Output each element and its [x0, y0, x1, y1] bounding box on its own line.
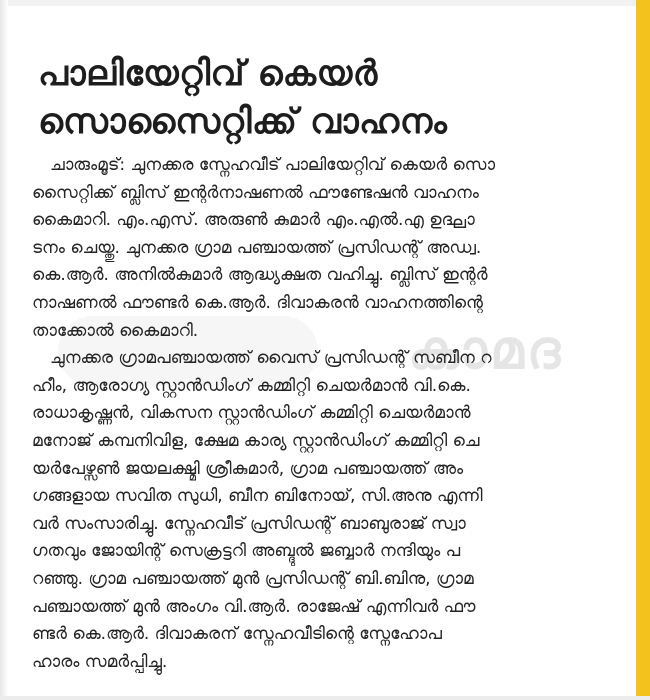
- body-line: നാഷണൽ ഫൗണ്ടർ കെ.ആർ. ദിവാകരൻ വാഹനത്തിന്റെ: [32, 292, 483, 313]
- body-line: ഹീം, ആരോഗ്യ സ്റ്റാൻഡിംഗ് കമ്മിറ്റി ചെയർമാൻ വി.കെ.: [32, 375, 471, 396]
- body-line: താക്കോൽ കൈമാറി.: [32, 320, 199, 341]
- body-line: ഗതവും ജോയിന്റ് സെക്രട്ടറി അബ്ദുൽ ജബ്ബാർ നന്ദിയും പ: [32, 541, 461, 562]
- top-edge: [0, 0, 650, 6]
- news-article: [18, 18, 628, 700]
- body-line: രാധാകൃഷ്ണൻ, വികസന സ്റ്റാൻഡിംഗ് കമ്മിറ്റി ചെയർമാൻ: [32, 403, 471, 424]
- body-line: സൈറ്റിക്ക് ബ്ലിസ് ഇന്റർനാഷണൽ ഫൗണ്ടേഷൻ വാഹനം: [32, 182, 479, 203]
- body-line: പഞ്ചായത്ത് മുൻ അംഗം വി.ആർ. രാജേഷ് എന്നിവർ ഫൗ: [32, 596, 476, 617]
- headline-line-1: പാലിയേറ്റിവ് കെയർ: [38, 54, 378, 94]
- headline-line-2: സൊസൈറ്റിക്ക് വാഹനം: [38, 102, 448, 142]
- paragraph-2: [32, 345, 622, 676]
- body-line: ഹാരം സമർപ്പിച്ചു.: [32, 651, 168, 672]
- watermark-text: കാമദ: [408, 318, 564, 381]
- left-edge-shadow: [0, 0, 8, 700]
- bottom-edge: [0, 696, 650, 700]
- accent-side-bar: [636, 0, 650, 700]
- body-line: ണ്ടർ കെ.ആർ. ദിവാകരന് സ്നേഹവീടിന്റെ സ്നേഹോപ: [32, 624, 442, 645]
- body-line: യർപേഴ്സൺ ജയലക്ഷ്മി ശ്രീകുമാർ, ഗ്രാമ പഞ്ചായത്ത് അം: [32, 458, 464, 479]
- body-line: ഗങ്ങളായ സവിത സുധി, ബീന ബിനോയ്, സി.അനു എന്നി: [32, 486, 483, 507]
- body-line: വർ സംസാരിച്ചു. സ്നേഹവീട് പ്രസിഡന്റ് ബാബുരാജ് സ്വാ: [32, 513, 466, 534]
- body-line: ടനം ചെയ്തു. ചുനക്കര ഗ്രാമ പഞ്ചായത്ത് പ്രസിഡന്റ് അഡ്വ.: [32, 237, 482, 258]
- article-body: [32, 152, 622, 676]
- body-line: ചാരുംമൂട്: ചുനക്കര സ്നേഹവീട് പാലിയേറ്റിവ് കെയർ സൊ: [50, 155, 496, 175]
- body-line: കൈമാറി. എം.എസ്. അരുൺ കുമാർ എം.എൽ.എ ഉദ്ഘാ: [32, 210, 475, 231]
- body-line: ചുനക്കര ഗ്രാമപഞ്ചായത്ത് വൈസ് പ്രസിഡന്റ് സബീന റ: [50, 348, 492, 369]
- body-line: റഞ്ഞു. ഗ്രാമ പഞ്ചായത്ത് മുൻ പ്രസിഡന്റ് ബി.ബിനു, ഗ്രാമ: [32, 568, 474, 589]
- paragraph-1: [32, 152, 622, 345]
- body-line: കെ.ആർ. അനിൽകുമാർ ആദ്ധ്യക്ഷത വഹിച്ചു. ബ്ലിസ് ഇന്റർ: [32, 265, 488, 286]
- body-line: മനോജ് കമ്പനിവിള, ക്ഷേമ കാര്യ സ്റ്റാൻഡിംഗ് കമ്മിറ്റി ചെ: [32, 430, 480, 451]
- article-headline: [38, 50, 618, 146]
